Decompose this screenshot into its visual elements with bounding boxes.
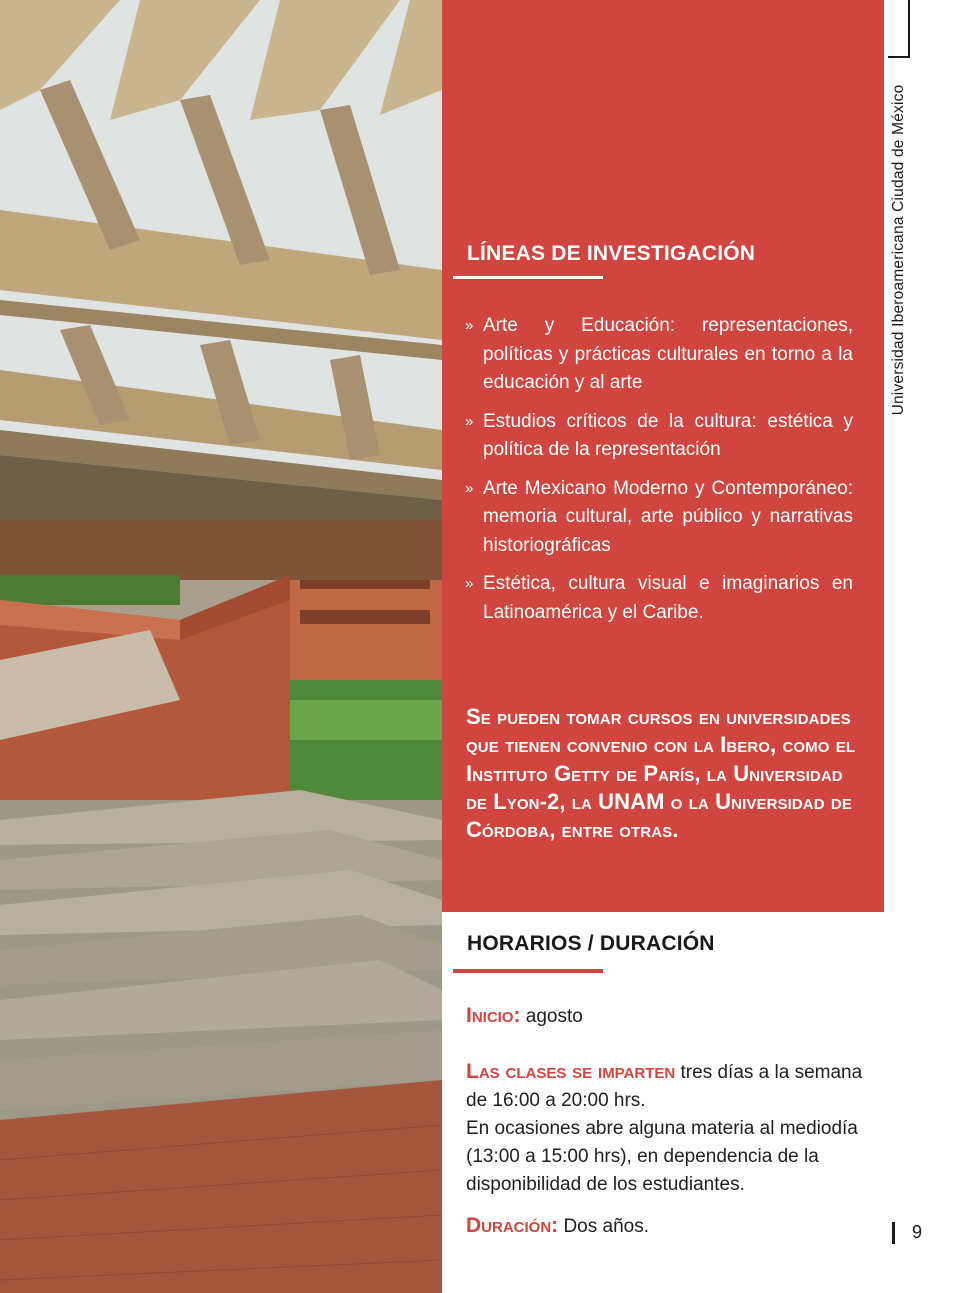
bullet-icon: » [465, 317, 474, 334]
title-underline [453, 276, 603, 279]
classes-note: En ocasiones abre alguna materia al mediodía (13:00 a 15:00 hrs), en dependencia de la disponibilidad de los estudiantes. [466, 1118, 858, 1195]
hours-duration-title: HORARIOS / DURACIÓN [467, 932, 715, 955]
page-number: 9 [912, 1222, 923, 1242]
duration-info [466, 1212, 866, 1241]
list-item [465, 570, 853, 627]
highlight-statement: Se pueden tomar cursos en universidades que tienen convenio con la Ibero, como el Instituto Getty de París, la Universidad de Lyon-2, la UNAM o la Universidad de Córdoba, entre otras. [466, 704, 856, 843]
page-number-divider [892, 1222, 895, 1244]
bullet-icon: » [465, 412, 474, 430]
classes-info [466, 1058, 866, 1199]
research-lines-title: LÍNEAS DE INVESTIGACIÓN [467, 242, 756, 265]
list-item [465, 408, 853, 465]
bullet-icon: » [465, 479, 474, 497]
start-info [466, 1002, 866, 1031]
duration-value: Dos años. [563, 1216, 649, 1237]
list-item-text: Estética, cultura visual e imaginarios en Latinoamérica y el Caribe. [483, 573, 853, 623]
start-value: agosto [525, 1006, 583, 1027]
bullet-icon: » [465, 575, 474, 592]
list-item-text: Arte Mexicano Moderno y Contemporáneo: memoria cultural, arte público y narrativas historiográficas [483, 477, 853, 556]
list-item [465, 475, 853, 561]
classes-label: Las clases se imparten [466, 1060, 676, 1083]
university-name-vertical: Universidad Iberoamericana Ciudad de México [890, 84, 907, 416]
list-item [465, 312, 853, 398]
research-lines-list [465, 312, 853, 637]
list-item-text: Arte y Educación: representaciones, políticas y prácticas culturales en torno a la educación y al arte [483, 315, 853, 393]
campus-architecture-photo [0, 0, 442, 1293]
list-item-text: Estudios críticos de la cultura: estética y política de la representación [483, 410, 853, 460]
duration-label: Duración: [466, 1214, 559, 1237]
title-underline [453, 969, 603, 973]
classes-value: tres días a la semana de 16:00 a 20:00 hrs. [466, 1062, 863, 1111]
section-tab-marker [888, 0, 910, 58]
start-label: Inicio: [466, 1004, 521, 1027]
